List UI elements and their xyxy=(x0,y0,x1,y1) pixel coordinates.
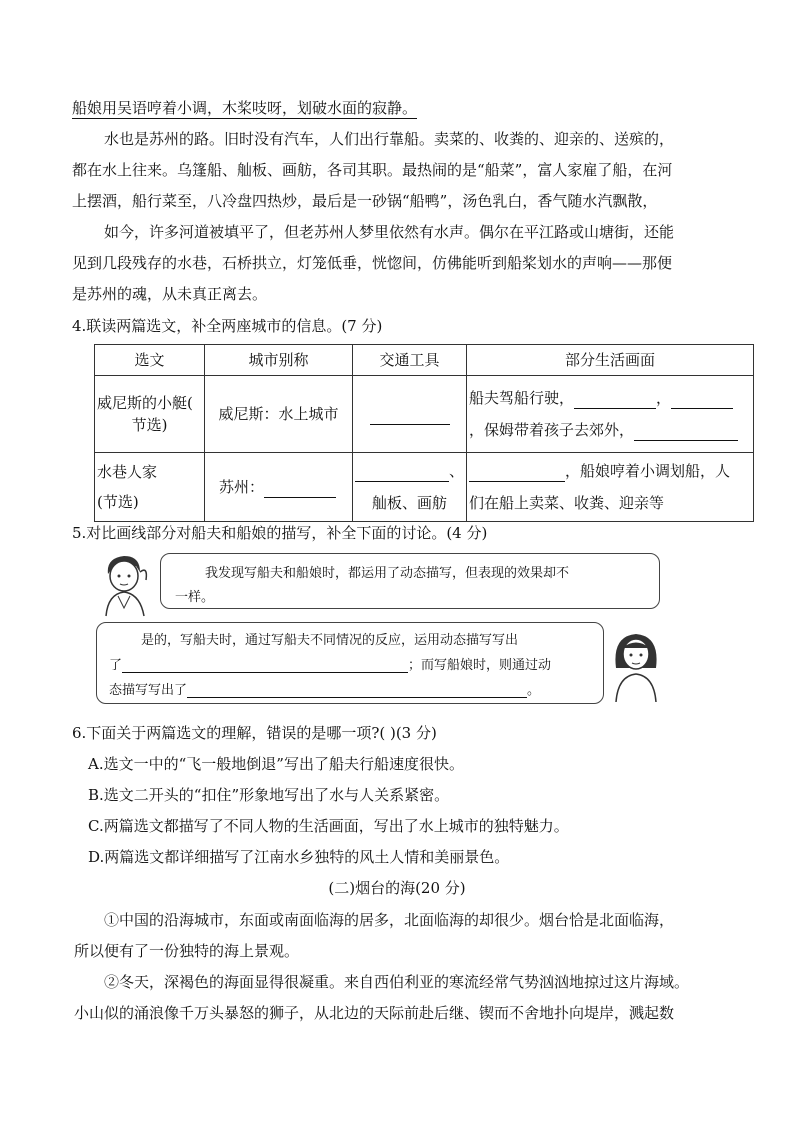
bubble-text: 。 xyxy=(527,683,541,698)
section-title: (二)烟台的海(20 分) xyxy=(328,879,466,897)
table-cell xyxy=(205,453,353,522)
option-c[interactable]: C.两篇选文都描写了不同人物的生活画面，写出了水上城市的独特魅力。 xyxy=(88,817,569,835)
life-scene: 船夫驾船行驶， xyxy=(469,389,575,407)
bubble-text: 是的，写船夫时，通过写船夫不同情况的反应，运用动态描写写出 xyxy=(141,633,519,648)
option-a[interactable]: A.选文一中的“飞一般地倒退”写出了船夫行船速度很快。 xyxy=(88,755,464,773)
table-cell xyxy=(467,376,754,453)
table-cell xyxy=(95,453,205,522)
city-info-table xyxy=(94,344,754,522)
question-5-title: 5.对比画线部分对船夫和船娘的描写，补全下面的讨论。(4 分) xyxy=(72,524,488,542)
underlined-sentence: 船娘用吴语哼着小调，木桨吱呀，划破水面的寂静。 xyxy=(72,99,418,117)
bubble-text: 一样。 xyxy=(175,590,215,605)
text-title: (节选) xyxy=(97,493,139,511)
paragraph-line: 都在水上往来。乌篷船、舢板、画舫，各司其职。最热闹的是“船菜”，富人家雇了船，在河 xyxy=(72,161,673,179)
text-title: 威尼斯的小艇( xyxy=(97,394,193,412)
paragraph-line: 水也是苏州的路。旧时没有汽车，人们出行靠船。卖菜的、收粪的、迎亲的、送殡的， xyxy=(104,130,675,148)
answer-blank[interactable] xyxy=(634,426,738,441)
bubble-text: ；而写船娘时，则通过动 xyxy=(408,658,552,673)
option-d[interactable]: D.两篇选文都详细描写了江南水乡独特的风土人情和美丽景色。 xyxy=(88,848,510,866)
table-cell xyxy=(95,376,205,453)
bubble-text: 了 xyxy=(109,658,123,673)
answer-blank[interactable] xyxy=(122,658,408,673)
paragraph-line: 见到几段残存的水巷，石桥拱立，灯笼低垂，恍惚间，仿佛能听到船桨划水的声响——那便 xyxy=(72,254,673,272)
speech-bubble-girl xyxy=(96,622,604,704)
answer-blank[interactable] xyxy=(264,483,336,498)
paragraph-line: ①中国的沿海城市，东面或南面临海的居多，北面临海的却很少。烟台恰是北面临海， xyxy=(104,911,675,929)
table-header: 交通工具 xyxy=(353,345,467,376)
table-cell xyxy=(353,453,467,522)
speech-bubble-boy xyxy=(160,553,660,609)
paragraph-line: 是苏州的魂，从未真正离去。 xyxy=(72,285,268,303)
table-header: 部分生活画面 xyxy=(467,345,754,376)
life-scene: ，保姆带着孩子去郊外， xyxy=(469,421,635,439)
table-cell: 威尼斯：水上城市 xyxy=(205,376,353,453)
question-4-title: 4.联读两篇选文，补全两座城市的信息。(7 分) xyxy=(72,317,383,335)
separator: ， xyxy=(656,389,672,407)
girl-illustration-icon xyxy=(608,630,664,704)
paragraph-line: 上摆酒，船行菜至，八冷盘四热炒，最后是一砂锅“船鸭”，汤色乳白，香气随水汽飘散， xyxy=(72,192,658,210)
life-scene: ，船娘哼着小调划船，人 xyxy=(565,462,731,480)
text-title: 节选) xyxy=(131,416,168,434)
bubble-text: 我发现写船夫和船娘时，都运用了动态描写，但表现的效果却不 xyxy=(205,566,570,581)
table-header: 城市别称 xyxy=(205,345,353,376)
paragraph-line: 所以便有了一份独特的海上景观。 xyxy=(74,942,300,960)
transport-known: 舢板、画舫 xyxy=(371,494,447,512)
bubble-text: 态描写写出了 xyxy=(109,683,188,698)
answer-blank[interactable] xyxy=(187,683,527,698)
answer-blank[interactable] xyxy=(370,410,450,425)
paragraph-line: ②冬天，深褐色的海面显得很凝重。来自西伯利亚的寒流经常气势汹汹地掠过这片海域。 xyxy=(104,973,690,991)
answer-blank[interactable] xyxy=(574,394,656,409)
table-cell xyxy=(467,453,754,522)
question-6-title: 6.下面关于两篇选文的理解，错误的是哪一项?( )(3 分) xyxy=(72,724,437,742)
text-title: 水巷人家 xyxy=(97,463,158,481)
answer-blank[interactable] xyxy=(355,467,449,482)
boy-illustration-icon xyxy=(96,552,160,618)
answer-blank[interactable] xyxy=(469,467,565,482)
table-header: 选文 xyxy=(95,345,205,376)
table-cell xyxy=(353,376,467,453)
separator: 、 xyxy=(449,462,465,480)
answer-blank[interactable] xyxy=(671,394,733,409)
paragraph-line: 如今，许多河道被填平了，但老苏州人梦里依然有水声。偶尔在平江路或山塘街，还能 xyxy=(104,223,675,241)
option-b[interactable]: B.选文二开头的“扣住”形象地写出了水与人关系紧密。 xyxy=(88,786,450,804)
city-alias-label: 苏州： xyxy=(219,478,265,496)
life-scene: 们在船上卖菜、收粪、迎亲等 xyxy=(469,494,665,512)
paragraph-line: 小山似的涌浪像千万头暴怒的狮子，从北边的天际前赴后继、锲而不舍地扑向堤岸，溅起数 xyxy=(74,1004,675,1022)
